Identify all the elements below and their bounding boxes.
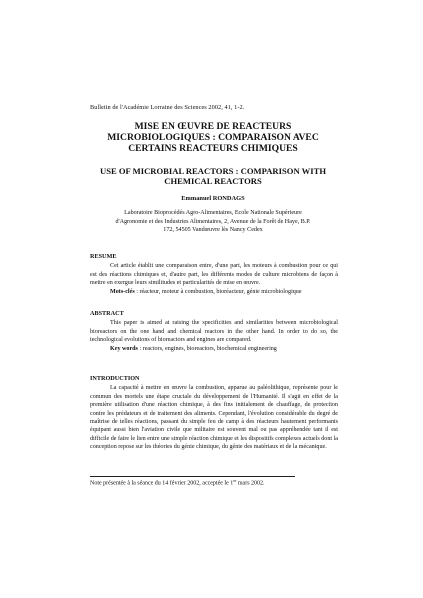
abstract-keywords-label: Key words [110,345,138,352]
title-french [86,121,340,155]
resume-keywords-text: : réacteur, moteur à combustion, bioréacteur, génie microbiologique [134,288,302,295]
abstract-keywords-text: : reactors, engines, bioreactors, biochemical engineering [137,345,277,352]
introduction-body: La capacité à mettre en œuvre la combustion, apparue au paléolithique, représente pour le commun des mortels une étape cruciale du développement de l'Humanité. Il s'agit en effet de la première utilisation d'une réaction chimique, à des fins initialement de chauffage, de protection contre les prédateurs et de traitement des aliments. Cependant, l'évolution considérable du degré de maîtrise de telles réactions, passant du simple feu de camp à des réacteurs hautement performants équipant aussi bien l'aviation civile que militaire est souvent mal ou pas appréhendée tant il est difficile de faire le lien entre une simple réaction chimique et les dispositifs complexes actuels dont la conception repose sur les théories du génie chimique, du génie des matériaux et de la mécanique. [90,385,338,451]
introduction-section [90,375,338,452]
title-english [86,166,340,186]
resume-body: Cet article établit une comparaison entre, d'une part, les moteurs à combustion pour ce qui est des réactions chimiques et, d'autre part, les différents modes de culture microbiens de façon à mettre en exergue leurs similitudes et particularités de mise en œuvre. [90,263,338,287]
affiliation-line: Laboratoire Bioprocédés Agro-Alimentaires, Ecole Nationale Supérieure [124,210,302,216]
abstract-body: This paper is aimed at raising the specificities and similarities between microbiological bioreactors on the one hand and chemical reactors in the other hand. In order to do so, the technological evolutions of bioreactors and engines are compared. [90,320,338,344]
title-english-line: CHEMICAL REACTORS [164,176,262,187]
resume-keywords-label: Mots-clés [110,288,135,295]
footnote-text: Note présentée à la séance du 14 février 2002, acceptée le 1 [90,480,234,487]
footnote-divider [90,476,295,477]
resume-heading: RESUME [90,253,117,260]
author-name: Emmanuel RONDAGS [181,195,245,202]
journal-header: Bulletin de l'Académie Lorraine des Sciences 2002, 41, 1-2. [90,104,245,111]
title-english-line: USE OF MICROBIAL REACTORS : COMPARISON WITH [99,166,326,176]
title-french-line: MICROBIOLOGIQUES : COMPARAISON AVEC [107,132,319,144]
footnote-superscript: er [233,478,237,483]
abstract-section [90,310,338,353]
introduction-heading: INTRODUCTION [90,375,140,382]
title-french-line: MISE EN ŒUVRE DE REACTEURS [134,121,292,132]
abstract-keywords [90,345,338,353]
footnote [90,478,265,487]
affiliation-line: d'Agronomie et des Industries Alimentaires, 2, Avenue de la Forêt de Haye, B.P. [115,218,311,225]
resume-section [90,253,338,296]
affiliation [86,209,340,235]
affiliation-line: 172, 54505 Vandœuvre lès Nancy Cedex [163,227,263,234]
title-french-line: CERTAINS REACTEURS CHIMIQUES [128,143,298,155]
footnote-text-end: mars 2002. [236,480,265,487]
abstract-heading: ABSTRACT [90,310,124,317]
resume-keywords [90,288,338,296]
